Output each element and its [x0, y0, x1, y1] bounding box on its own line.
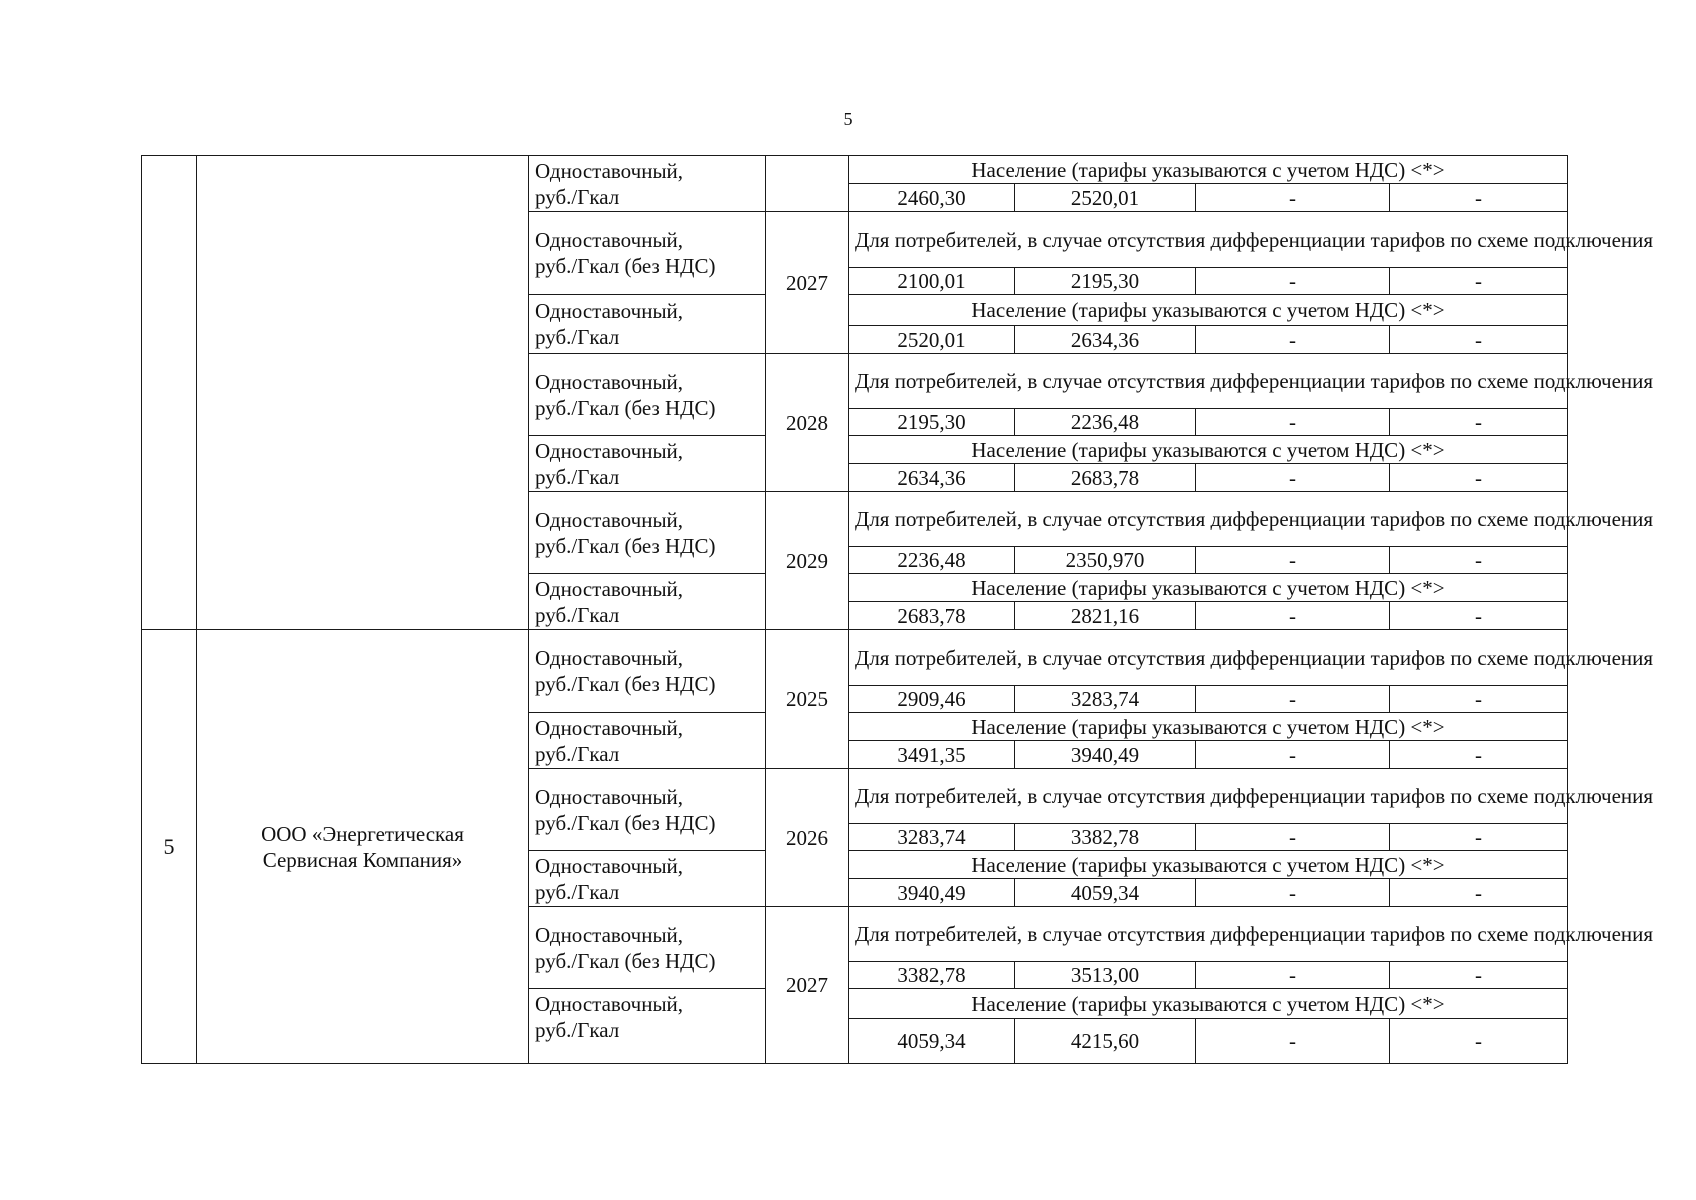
dash-cell: -	[1196, 879, 1390, 907]
consumers-note: Для потребителей, в случае отсутствия дифференциации тарифов по схеме подключения	[849, 492, 1568, 547]
dash-cell: -	[1196, 268, 1390, 295]
dash-cell: -	[1196, 547, 1390, 574]
year-cell: 2026	[766, 769, 849, 907]
value-cell: 3940,49	[849, 879, 1015, 907]
dash-cell: -	[1390, 1019, 1568, 1064]
tariff-type-cell: Одноставочный, руб./Гкал (без НДС)	[529, 492, 766, 574]
value-cell: 3283,74	[1015, 686, 1196, 713]
value-cell: 2195,30	[849, 409, 1015, 436]
value-cell: 2909,46	[849, 686, 1015, 713]
dash-cell: -	[1196, 184, 1390, 212]
dash-cell: -	[1390, 962, 1568, 989]
value-cell: 3940,49	[1015, 741, 1196, 769]
dash-cell: -	[1196, 962, 1390, 989]
dash-cell: -	[1390, 268, 1568, 295]
value-cell: 4059,34	[1015, 879, 1196, 907]
dash-cell: -	[1390, 326, 1568, 354]
year-cell	[766, 156, 849, 212]
dash-cell: -	[1196, 824, 1390, 851]
dash-cell: -	[1196, 1019, 1390, 1064]
value-cell: 2195,30	[1015, 268, 1196, 295]
dash-cell: -	[1390, 184, 1568, 212]
tariff-type-cell: Одноставочный, руб./Гкал (без НДС)	[529, 212, 766, 295]
value-cell: 2100,01	[849, 268, 1015, 295]
tariff-type-cell: Одноставочный, руб./Гкал	[529, 436, 766, 492]
dash-cell: -	[1390, 602, 1568, 630]
tariff-table	[141, 155, 1654, 1064]
population-note: Население (тарифы указываются с учетом НДС) <*>	[849, 713, 1568, 741]
value-cell: 2821,16	[1015, 602, 1196, 630]
population-note: Население (тарифы указываются с учетом НДС) <*>	[849, 851, 1568, 879]
year-cell: 2027	[766, 907, 849, 1064]
value-cell: 3382,78	[849, 962, 1015, 989]
dash-cell: -	[1196, 326, 1390, 354]
value-cell: 2634,36	[849, 464, 1015, 492]
dash-cell: -	[1196, 464, 1390, 492]
population-note: Население (тарифы указываются с учетом НДС) <*>	[849, 989, 1568, 1019]
dash-cell: -	[1390, 464, 1568, 492]
value-cell: 2236,48	[849, 547, 1015, 574]
consumers-note: Для потребителей, в случае отсутствия дифференциации тарифов по схеме подключения	[849, 354, 1568, 409]
value-cell: 4059,34	[849, 1019, 1015, 1064]
tariff-type-cell: Одноставочный, руб./Гкал	[529, 851, 766, 907]
population-note: Население (тарифы указываются с учетом НДС) <*>	[849, 295, 1568, 326]
dash-cell: -	[1196, 602, 1390, 630]
population-note: Население (тарифы указываются с учетом НДС) <*>	[849, 156, 1568, 184]
tariff-type-cell: Одноставочный, руб./Гкал (без НДС)	[529, 907, 766, 989]
value-cell: 2683,78	[1015, 464, 1196, 492]
value-cell: 2634,36	[1015, 326, 1196, 354]
tariff-type-cell: Одноставочный, руб./Гкал (без НДС)	[529, 354, 766, 436]
dash-cell: -	[1390, 879, 1568, 907]
value-cell: 3283,74	[849, 824, 1015, 851]
table-row	[142, 156, 1568, 184]
value-cell: 3382,78	[1015, 824, 1196, 851]
tariff-type-cell: Одноставочный, руб./Гкал (без НДС)	[529, 769, 766, 851]
tariff-type-cell: Одноставочный, руб./Гкал (без НДС)	[529, 630, 766, 713]
year-cell: 2028	[766, 354, 849, 492]
tariff-type-cell: Одноставочный, руб./Гкал	[529, 574, 766, 630]
dash-cell: -	[1390, 547, 1568, 574]
population-note: Население (тарифы указываются с учетом НДС) <*>	[849, 436, 1568, 464]
tariff-type-cell: Одноставочный, руб./Гкал	[529, 156, 766, 212]
dash-cell: -	[1390, 741, 1568, 769]
tariff-type-cell: Одноставочный, руб./Гкал	[529, 713, 766, 769]
dash-cell: -	[1196, 741, 1390, 769]
year-cell: 2025	[766, 630, 849, 769]
value-cell: 3491,35	[849, 741, 1015, 769]
value-cell: 2520,01	[1015, 184, 1196, 212]
tariff-type-cell: Одноставочный, руб./Гкал	[529, 295, 766, 354]
org-name: ООО «Энергетическая Сервисная Компания»	[197, 630, 529, 1064]
dash-cell: -	[1390, 409, 1568, 436]
value-cell: 3513,00	[1015, 962, 1196, 989]
consumers-note: Для потребителей, в случае отсутствия дифференциации тарифов по схеме подключения	[849, 769, 1568, 824]
consumers-note: Для потребителей, в случае отсутствия дифференциации тарифов по схеме подключения	[849, 630, 1568, 686]
year-cell: 2029	[766, 492, 849, 630]
org-number: 5	[142, 630, 197, 1064]
value-cell: 2520,01	[849, 326, 1015, 354]
year-cell: 2027	[766, 212, 849, 354]
value-cell: 2460,30	[849, 184, 1015, 212]
value-cell: 2236,48	[1015, 409, 1196, 436]
table-row	[142, 630, 1568, 686]
tariff-type-cell: Одноставочный, руб./Гкал	[529, 989, 766, 1064]
consumers-note: Для потребителей, в случае отсутствия дифференциации тарифов по схеме подключения	[849, 907, 1568, 962]
dash-cell: -	[1196, 686, 1390, 713]
dash-cell: -	[1196, 409, 1390, 436]
dash-cell: -	[1390, 686, 1568, 713]
population-note: Население (тарифы указываются с учетом НДС) <*>	[849, 574, 1568, 602]
dash-cell: -	[1390, 824, 1568, 851]
consumers-note: Для потребителей, в случае отсутствия дифференциации тарифов по схеме подключения	[849, 212, 1568, 268]
value-cell: 2350,970	[1015, 547, 1196, 574]
org-number-cell	[142, 156, 197, 630]
value-cell: 4215,60	[1015, 1019, 1196, 1064]
page-number: 5	[843, 109, 853, 129]
value-cell: 2683,78	[849, 602, 1015, 630]
org-name-cell	[197, 156, 529, 630]
